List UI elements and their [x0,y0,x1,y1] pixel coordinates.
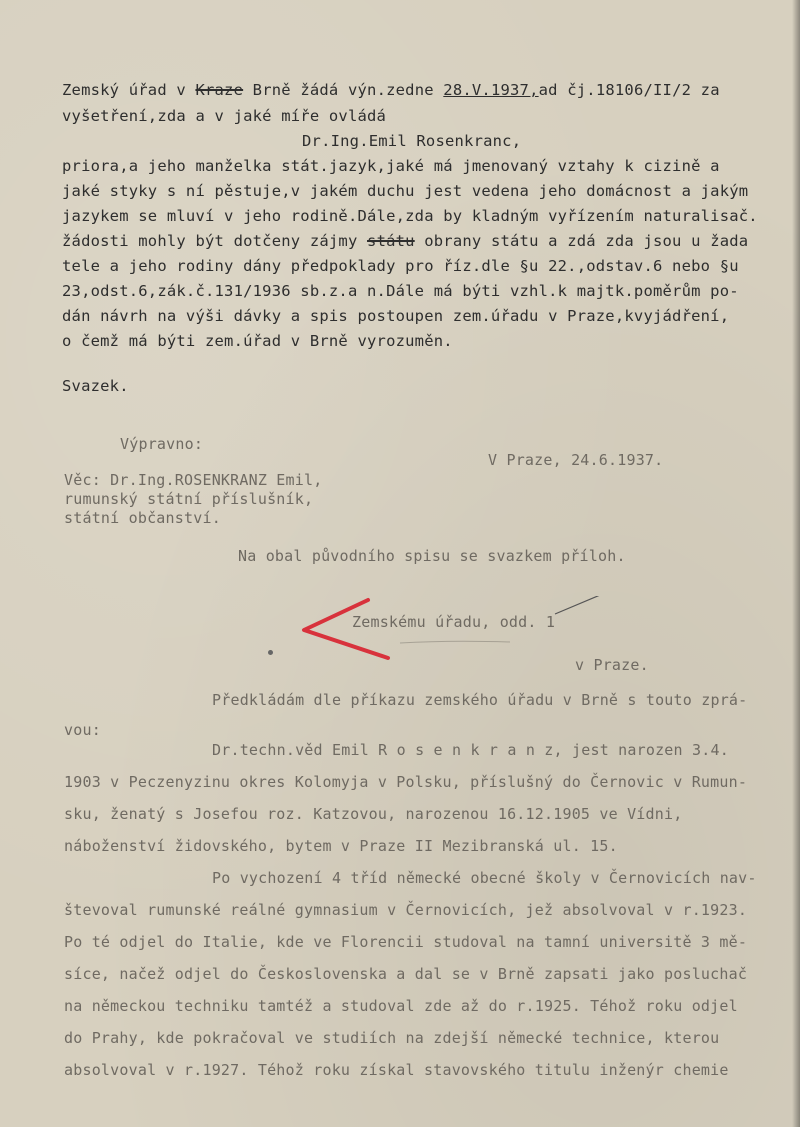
addressee: Zemskému úřadu, odd. 1 [352,613,556,631]
body-line: 23,odst.6,zák.č.131/1936 sb.z.a n.Dále má býti vzhl.k majtk.poměrům po- [62,282,739,300]
subject-line: rumunský státní příslušník, [64,490,314,508]
body-line: jaké styky s ní pěstuje,v jakém duchu jest vedena jeho domácnost a jakým [62,182,749,200]
body-line: jazykem se mluví v jeho rodině.Dále,zda by kladným vyřízením naturalisač. [62,207,758,225]
body-line: o čemž má býti zem.úřad v Brně vyrozuměn. [62,332,453,350]
report-line: sku, ženatý s Josefou roz. Katzovou, narozenou 16.12.1905 ve Vídni, [64,805,683,823]
subject-line: státní občanství. [64,509,221,527]
report-line: 1903 v Peczenyzinu okres Kolomyja v Polsku, příslušný do Černovic v Rumun- [64,773,748,791]
vypravno-label: Výpravno: [120,435,204,453]
report-line: Po vychození 4 tříd německé obecné školy v Černovicích nav- [212,869,757,887]
report-line: síce, načež odjel do Československa a dal se v Brně zapsati jako posluchač [64,965,748,983]
struck-word: státu [367,232,415,250]
red-check-mark-icon [300,596,600,666]
place-date: V Praze, 24.6.1937. [488,451,664,469]
report-line: na německou techniku tamtéž a studoval zde až do r.1925. Téhož roku odjel [64,997,738,1015]
body-line: tele a jeho rodiny dány předpoklady pro říz.dle §u 22.,odstav.6 nebo §u [62,257,739,275]
report-line: Po té odjel do Italie, kde ve Florencii studoval na tamní universitě 3 mě- [64,933,748,951]
report-line: náboženství židovského, bytem v Praze II Mezibranská ul. 15. [64,837,618,855]
report-line: absolvoval v r.1927. Téhož roku získal stavovského titulu inženýr chemie [64,1061,729,1079]
report-line: do Prahy, kde pokračoval ve studiích na zdejší německé technice, kterou [64,1029,720,1047]
body-line: Zemský úřad v Kraze Brně žádá výn.zedne 28.V.1937,ad čj.18106/II/2 za [62,81,720,99]
svazek-label: Svazek. [62,377,129,395]
page-edge-shadow [792,0,800,1127]
body-line: priora,a jeho manželka stát.jazyk,jaké má jmenovaný vztahy k cizině a [62,157,720,175]
report-line: števoval rumunské reálné gymnasium v Černovicích, jež absolvoval v r.1923. [64,901,748,919]
addressee-city: v Praze. [575,656,649,674]
pencil-dot [268,650,273,655]
date-underlined: 28.V.1937, [443,81,539,99]
person-name: Dr.Ing.Emil Rosenkranc, [302,132,522,150]
report-line: vou: [64,721,101,739]
report-line: Dr.techn.věd Emil R o s e n k r a n z, jest narozen 3.4. [212,741,729,759]
subject-line: Věc: Dr.Ing.ROSENKRANZ Emil, [64,471,323,489]
body-line: žádosti mohly být dotčeny zájmy státu obrany státu a zdá zda jsou u žada [62,232,749,250]
struck-word: Kraze [195,81,244,99]
body-line: dán návrh na výši dávky a spis postoupen zem.úřadu v Praze,kvyjádření, [62,307,730,325]
obal-note: Na obal původního spisu se svazkem příloh. [238,547,626,565]
body-line: vyšetření,zda a v jaké míře ovládá [62,107,387,125]
report-line: Předkládám dle příkazu zemského úřadu v Brně s touto zprá- [212,691,748,709]
